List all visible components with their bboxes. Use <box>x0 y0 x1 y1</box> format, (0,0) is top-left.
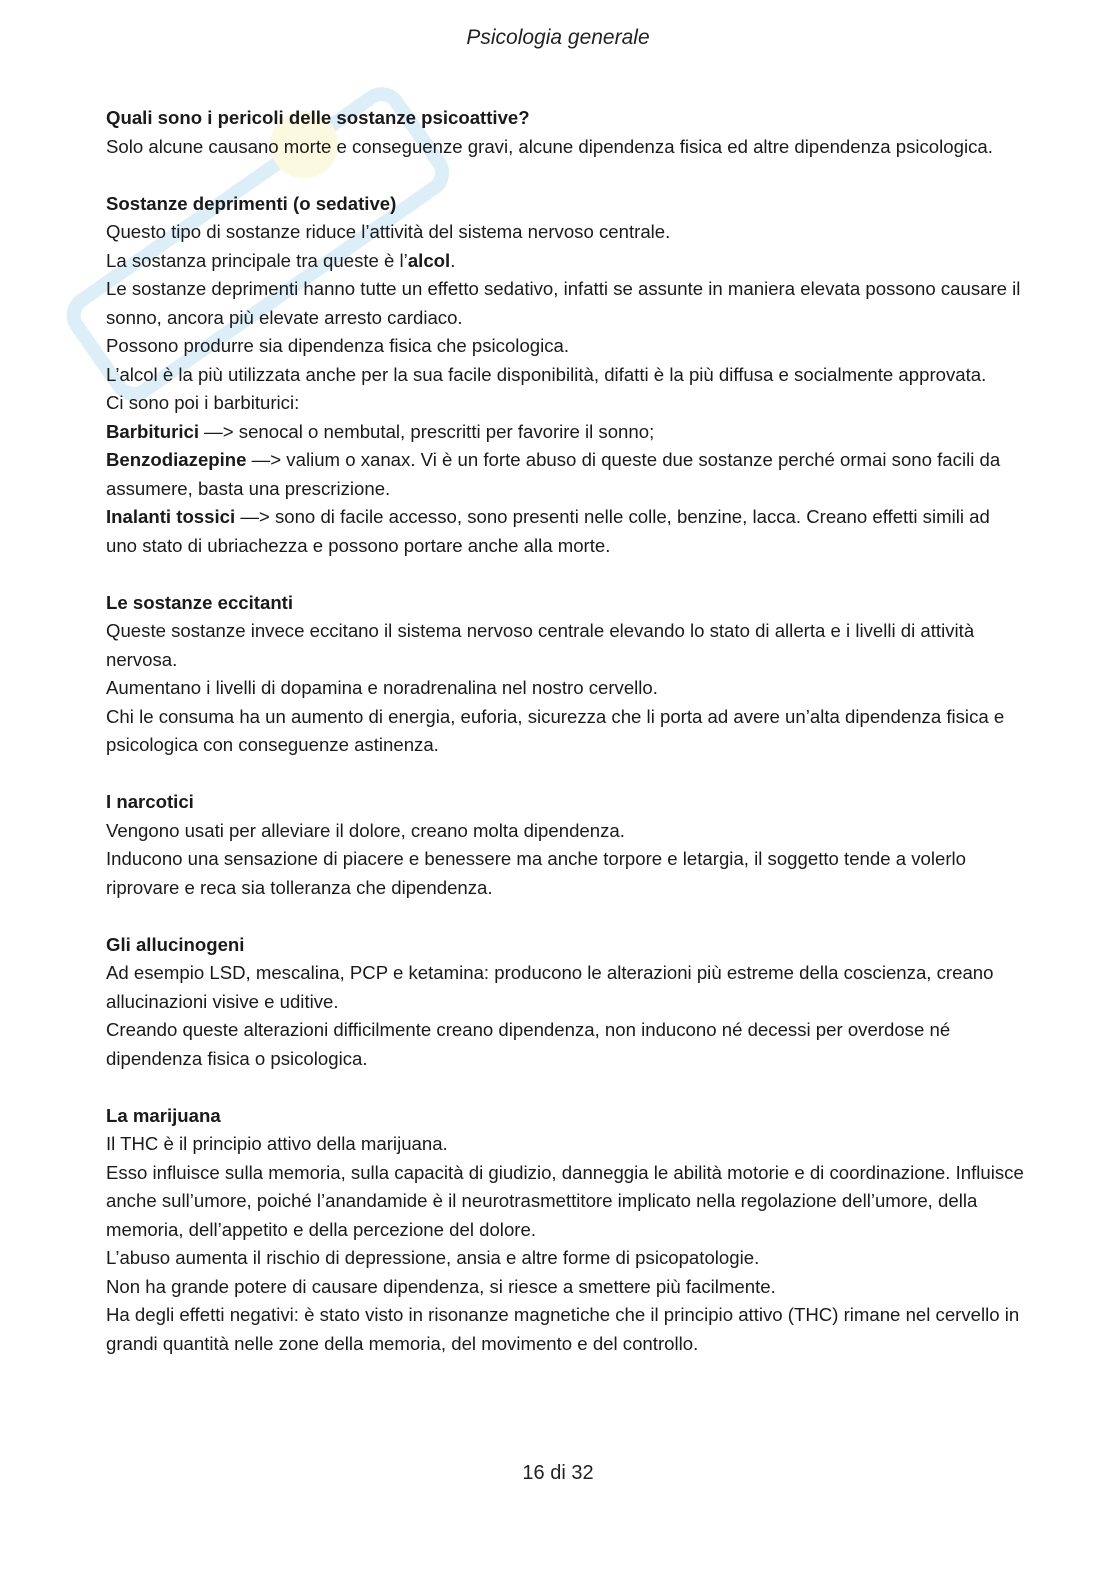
paragraph: Ha degli effetti negativi: è stato visto in risonanze magnetiche che il principio attivo (THC) rimane nel cervello in grandi quantità nelle zone della memoria, del movimento e del controllo. <box>106 1304 1020 1354</box>
section-heading: La marijuana <box>106 1104 221 1126</box>
paragraph: Chi le consuma ha un aumento di energia, euforia, sicurezza che li porta ad avere un’alta dipendenza fisica e psicologica con conseguenze astinenza. <box>106 705 1005 755</box>
section-marijuana <box>106 1102 1026 1359</box>
term-entry <box>106 446 1026 503</box>
paragraph: Esso influisce sulla memoria, sulla capacità di giudizio, danneggia le abilità motorie e di coordinazione. Influisce anche sull’umore, poiché l’anandamide è il neurotrasmettitore implicato nella regolazione dell’umore, della memoria, dell’appetito e della percezione del dolore. <box>106 1161 1024 1240</box>
section-deprimenti <box>106 190 1026 561</box>
text: La sostanza principale tra queste è l’ <box>106 249 408 271</box>
section-heading: Le sostanze eccitanti <box>106 591 294 613</box>
term-entry <box>106 503 1026 560</box>
section-heading: I narcotici <box>106 791 194 812</box>
term-label: Inalanti tossici <box>106 506 236 527</box>
paragraph: Creando queste alterazioni difficilmente creano dipendenza, non inducono né decessi per overdose né dipendenza fisica o psicologica. <box>106 1019 951 1069</box>
text: . <box>450 249 456 271</box>
term-alcol: alcol <box>407 249 451 271</box>
paragraph: Ci sono poi i barbiturici: <box>106 392 300 413</box>
section-allucinogeni <box>106 931 1026 1074</box>
section-heading: Quali sono i pericoli delle sostanze psicoattive? <box>106 107 530 128</box>
paragraph: Inducono una sensazione di piacere e benessere ma anche torpore e letargia, il soggetto tende a volerlo riprovare e reca sia tolleranza che dipendenza. <box>106 848 967 898</box>
paragraph: Non ha grande potere di causare dipendenza, si riesce a smettere più facilmente. <box>106 1275 776 1297</box>
paragraph: Solo alcune causano morte e conseguenze gravi, alcune dipendenza fisica ed altre dipendenza psicologica. <box>106 135 993 157</box>
paragraph: Il THC è il principio attivo della marijuana. <box>106 1133 448 1154</box>
term-text: —> senocal o nembutal, prescritti per favorire il sonno; <box>199 420 655 442</box>
paragraph: Vengono usati per alleviare il dolore, creano molta dipendenza. <box>106 819 625 841</box>
section-heading: Gli allucinogeni <box>106 933 245 955</box>
page-number: 16 di 32 <box>522 1462 594 1484</box>
section-pericoli <box>106 104 1026 161</box>
paragraph: Ad esempio LSD, mescalina, PCP e ketamina: producono le alterazioni più estreme della coscienza, creano allucinazioni visive e uditive. <box>106 962 994 1012</box>
paragraph: Aumentano i livelli di dopamina e noradrenalina nel nostro cervello. <box>106 677 658 698</box>
paragraph: L’alcol è la più utilizzata anche per la sua facile disponibilità, difatti è la più diffusa e socialmente approvata. <box>106 363 987 385</box>
term-entry <box>106 418 1026 447</box>
paragraph-alcol <box>106 247 1026 276</box>
section-eccitanti <box>106 589 1026 760</box>
term-label: Barbiturici <box>106 420 199 442</box>
section-heading: Sostanze deprimenti (o sedative) <box>106 192 397 214</box>
document-body <box>106 104 1026 1387</box>
page-header: Psicologia generale <box>466 26 650 49</box>
term-label: Benzodiazepine <box>106 449 247 470</box>
paragraph: Questo tipo di sostanze riduce l’attività del sistema nervoso centrale. <box>106 221 671 242</box>
paragraph: Le sostanze deprimenti hanno tutte un effetto sedativo, infatti se assunte in maniera elevata possono causare il sonno, ancora più elevate arresto cardiaco. <box>106 278 1021 328</box>
section-narcotici <box>106 788 1026 902</box>
term-text: —> valium o xanax. Vi è un forte abuso di queste due sostanze perché ormai sono facili da assumere, basta una prescrizione. <box>106 449 1001 499</box>
paragraph: L’abuso aumenta il rischio di depressione, ansia e altre forme di psicopatologie. <box>106 1247 760 1268</box>
paragraph: Possono produrre sia dipendenza fisica che psicologica. <box>106 335 570 356</box>
paragraph: Queste sostanze invece eccitano il sistema nervoso centrale elevando lo stato di allerta e i livelli di attività nervosa. <box>106 620 975 670</box>
term-text: —> sono di facile accesso, sono presenti nelle colle, benzine, lacca. Creano effetti simili ad uno stato di ubriachezza e possono portare anche alla morte. <box>106 506 990 556</box>
